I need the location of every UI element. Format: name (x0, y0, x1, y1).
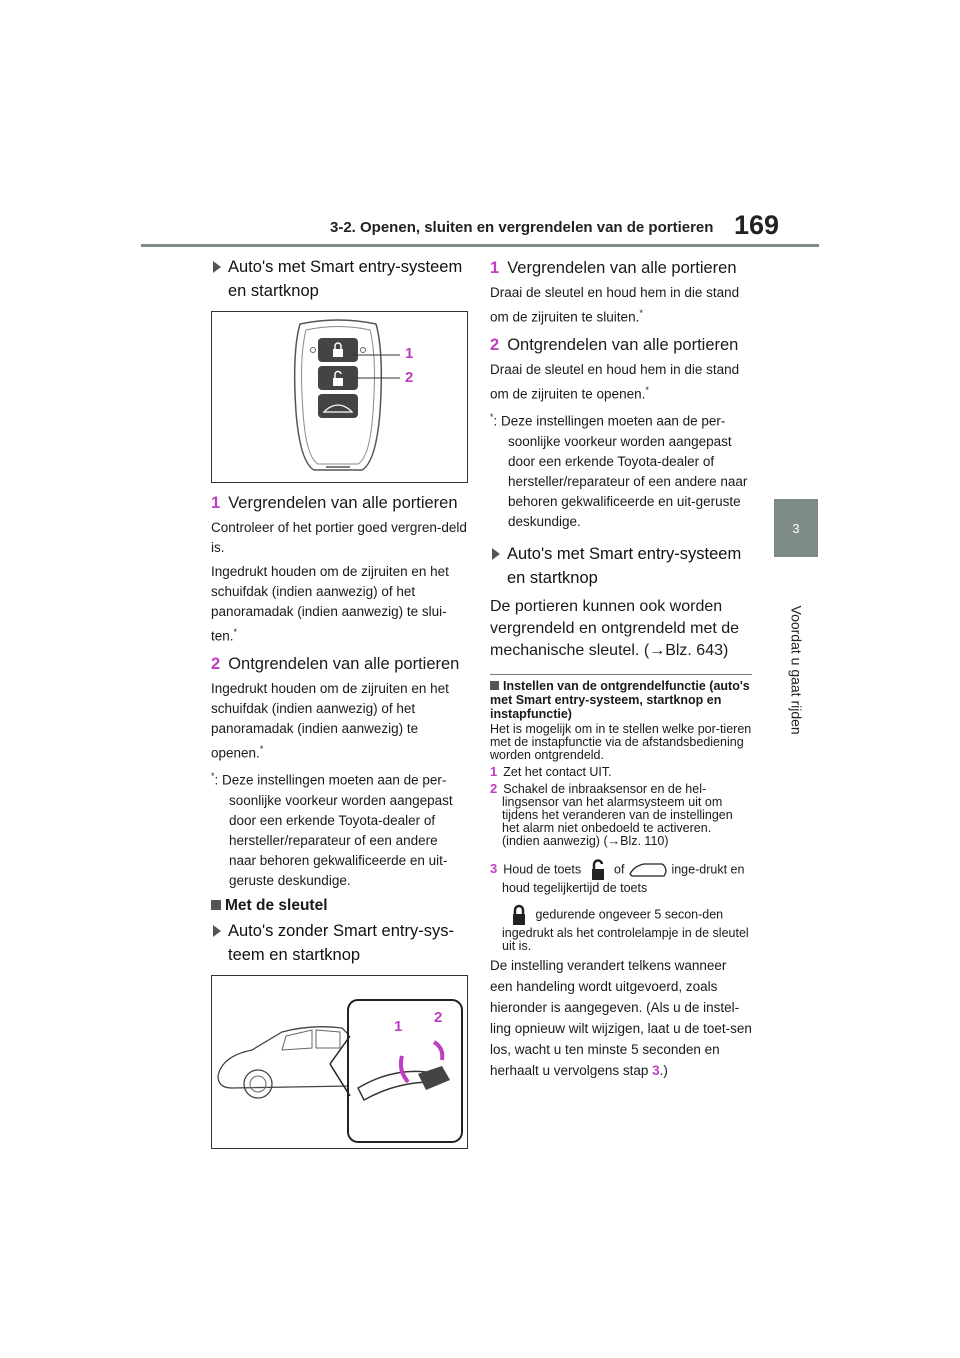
step-2: 2 Schakel de inbraaksensor en de hel-lingsensor van het alarmsysteem uit om tijdens het veranderen van de instellingen het alarm niet onbedoeld te activeren. (indien aanwezig) (→Blz. 110) (490, 780, 733, 848)
square-bullet-icon (490, 681, 499, 690)
paragraph: De instelling verandert telkens wanneer een handeling wordt uitgevoerd, zoals hieronder is aangegeven. (Als u de instel-ling opnieuw wilt wijzigen, laat u de toet-sen los, wacht u ten minste 5 seconden en herhaalt u vervolgens stap 3.) (490, 957, 752, 1078)
step-3: 3 Houd de toets of inge-drukt en houd tegelijkertijd de toets (490, 858, 752, 895)
smart-key-icon (212, 312, 467, 482)
step-lock: 1 Vergrendelen van alle portieren (211, 494, 458, 512)
left-column (211, 255, 468, 1158)
triangle-bullet-icon (492, 548, 500, 560)
smart-key-figure (211, 311, 468, 483)
callout-2: 2 (405, 369, 414, 386)
step-unlock: 2 Ontgrendelen van alle portieren (490, 335, 739, 354)
paragraph: Controleer of het portier goed vergren-deld is. (211, 520, 467, 555)
header-rule (141, 244, 819, 247)
triangle-bullet-icon (213, 261, 221, 273)
bullet-heading: Auto's zonder Smart entry-sys-teem en startknop (211, 919, 468, 967)
step-unlock: 2 Ontgrendelen van alle portieren (211, 654, 460, 673)
chapter-number: 3 (792, 520, 800, 536)
paragraph: Ingedrukt houden om de zijruiten en het schuifdak (indien aanwezig) of het panoramadak (indien aanwezig) te slui-ten.* (211, 564, 449, 644)
sub-section-heading: Instellen van de ontgrendelfunctie (auto's met Smart entry-systeem, startknop en instapfunctie) (490, 678, 750, 721)
square-bullet-icon (211, 900, 221, 910)
bullet-heading: Auto's met Smart entry-systeem en startknop (211, 255, 468, 303)
car-door-key-icon (212, 976, 467, 1148)
paragraph: Ingedrukt houden om de zijruiten en het schuifdak (indien aanwezig) of het panoramadak (indien aanwezig) te openen.* (211, 680, 449, 760)
right-column (490, 255, 752, 1081)
callout-1: 1 (394, 1017, 403, 1035)
step-3-continued: gedurende ongeveer 5 secon-den ingedrukt als het controlelampje in de sleutel uit is. (490, 903, 752, 953)
sub-section (490, 674, 752, 1081)
bullet-heading: Auto's met Smart entry-systeem en startknop (490, 542, 752, 590)
lock-button-icon (506, 903, 532, 927)
paragraph: Draai de sleutel en houd hem in die stand om de zijruiten te sluiten.* (490, 285, 740, 325)
unlock-button-icon (585, 858, 611, 882)
chapter-label: Voordat u gaat rijden (788, 605, 805, 735)
callout-2: 2 (434, 1008, 443, 1026)
header-title: 3-2. Openen, sluiten en vergrendelen van de portieren (330, 219, 714, 236)
page-number: 169 (734, 210, 780, 240)
step-lock: 1 Vergrendelen van alle portieren (490, 259, 737, 277)
step-1: 1 Zet het contact UIT. (490, 763, 612, 779)
car-key-figure (211, 975, 468, 1149)
paragraph: Draai de sleutel en houd hem in die stand om de zijruiten te openen.* (490, 361, 740, 401)
callout-1: 1 (405, 345, 414, 362)
section-heading: Met de sleutel (211, 897, 468, 915)
footnote: *: Deze instellingen moeten aan de per-soonlijke voorkeur worden aangepast door een erkende Toyota-dealer of hersteller/reparateur of een andere naar behoren gekwalificeerde en uit-geruste deskundige. (490, 412, 748, 529)
paragraph: De portieren kunnen ook worden vergrendeld en ontgrendeld met de mechanische sleutel. (→Blz. 643) (490, 597, 740, 659)
chapter-tab (774, 499, 818, 557)
paragraph: Het is mogelijk om in te stellen welke por-tieren met de instapfunctie via de afstandsbediening worden ontgrendeld. (490, 721, 752, 762)
footnote: *: Deze instellingen moeten aan de per-soonlijke voorkeur worden aangepast door een erkende Toyota-dealer of hersteller/reparateur of een andere naar behoren gekwalificeerde en uit-geruste deskundige. (211, 771, 453, 888)
triangle-bullet-icon (213, 925, 221, 937)
trunk-button-icon (628, 860, 668, 880)
